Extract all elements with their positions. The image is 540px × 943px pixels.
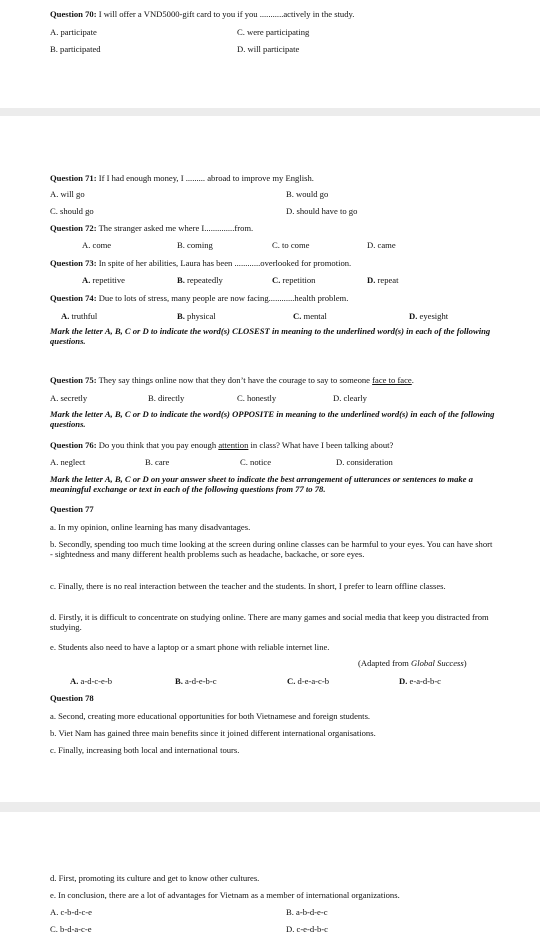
option-text: e-a-d-b-c bbox=[409, 676, 441, 686]
source-note bbox=[358, 658, 467, 668]
question-end: . bbox=[411, 375, 414, 385]
option-letter: A. bbox=[82, 275, 91, 285]
instruction-opposite: Mark the letter A, B, C or D to indicate the word(s) OPPOSITE in meaning to the underlined word(s) in each of the following questions. bbox=[50, 409, 495, 429]
source-book: Global Success bbox=[411, 658, 464, 668]
option-text: repeat bbox=[377, 275, 399, 285]
option-a bbox=[61, 311, 97, 321]
sentence-c: c. Finally, increasing both local and international tours. bbox=[50, 745, 240, 755]
sentence-a: a. In my opinion, online learning has many disadvantages. bbox=[50, 522, 251, 532]
question-text: They say things online now that they don’t have the courage to say to someone bbox=[98, 375, 370, 385]
underlined-phrase: face to face bbox=[372, 375, 412, 385]
option-c: C. honestly bbox=[237, 393, 277, 403]
option-b bbox=[177, 275, 223, 285]
option-b: B. a-b-d-e-c bbox=[286, 907, 328, 917]
question-text: If I had enough money, I ......... abroad to improve my English. bbox=[98, 173, 314, 183]
option-b: B. would go bbox=[286, 189, 329, 199]
option-letter: A. bbox=[70, 676, 79, 686]
question-text: I will offer a VND5000-gift card to you if you ...........actively in the study. bbox=[98, 9, 355, 19]
option-letter: B. bbox=[177, 311, 185, 321]
option-text: mental bbox=[303, 311, 327, 321]
option-d: D. will participate bbox=[237, 44, 300, 54]
question-label: Question 74: bbox=[50, 293, 97, 303]
option-text: eyesight bbox=[419, 311, 449, 321]
option-letter: C. bbox=[293, 311, 302, 321]
option-c: C. were participating bbox=[237, 27, 310, 37]
question-73 bbox=[50, 258, 351, 268]
sentence-b: b. Secondly, spending too much time looking at the screen during online classes can be harmful to your eyes. You can have short - sightedness and many different health problems such as headache, backache, or sore eyes. bbox=[50, 539, 493, 559]
option-c bbox=[293, 311, 327, 321]
question-text: Due to lots of stress, many people are now facing............health problem. bbox=[98, 293, 349, 303]
option-d: D. consideration bbox=[336, 457, 393, 467]
question-71 bbox=[50, 173, 314, 183]
question-label: Question 77 bbox=[50, 504, 94, 514]
instruction-arrange: Mark the letter A, B, C or D on your answer sheet to indicate the best arrangement of utterances or sentences to make a meaningful exchange or text in each of the following questions from 77 to 78. bbox=[50, 474, 473, 494]
option-d: D. c-e-d-b-c bbox=[286, 924, 328, 934]
option-letter: B. bbox=[175, 676, 183, 686]
option-letter: A. bbox=[61, 311, 70, 321]
question-76 bbox=[50, 440, 393, 450]
option-d bbox=[399, 676, 441, 686]
option-text: d-e-a-c-b bbox=[297, 676, 329, 686]
question-74 bbox=[50, 293, 348, 303]
option-letter: B. bbox=[177, 275, 185, 285]
option-text: repetition bbox=[282, 275, 316, 285]
underlined-word: attention bbox=[218, 440, 249, 450]
question-text: In spite of her abilities, Laura has been ............overlooked for promotion. bbox=[98, 258, 352, 268]
sentence-d: d. Firstly, it is difficult to concentrate on studying online. There are many games and social media that keep you distracted from studying. bbox=[50, 612, 489, 632]
question-label: Question 76: bbox=[50, 440, 97, 450]
sentence-e: e. In conclusion, there are a lot of advantages for Vietnam as a member of international organizations. bbox=[50, 890, 400, 900]
option-a bbox=[70, 676, 112, 686]
option-c: C. b-d-a-c-e bbox=[50, 924, 92, 934]
option-c: C. notice bbox=[240, 457, 272, 467]
source-suffix: ) bbox=[463, 658, 467, 668]
page-3 bbox=[0, 812, 540, 943]
instruction-closest: Mark the letter A, B, C or D to indicate the word(s) CLOSEST in meaning to the underlined word(s) in each of the following questions. bbox=[50, 326, 491, 346]
question-text-after: in class? What have I been talking about? bbox=[250, 440, 394, 450]
question-72 bbox=[50, 223, 253, 233]
option-letter: D. bbox=[409, 311, 418, 321]
option-letter: D. bbox=[367, 275, 376, 285]
source-prefix: (Adapted from bbox=[358, 658, 409, 668]
question-label: Question 72: bbox=[50, 223, 97, 233]
question-77 bbox=[50, 504, 94, 514]
option-c bbox=[272, 275, 315, 285]
question-78 bbox=[50, 693, 94, 703]
option-d: D. came bbox=[367, 240, 396, 250]
question-75 bbox=[50, 375, 414, 385]
question-text: Do you think that you pay enough bbox=[98, 440, 217, 450]
option-d: D. should have to go bbox=[286, 206, 358, 216]
sentence-c: c. Finally, there is no real interaction between the teacher and the students. In short, I prefer to learn offline classes. bbox=[50, 581, 446, 591]
option-c: C. to come bbox=[272, 240, 310, 250]
option-d: D. clearly bbox=[333, 393, 367, 403]
page-2 bbox=[0, 116, 540, 802]
page-1 bbox=[0, 0, 540, 108]
option-a: A. secretly bbox=[50, 393, 88, 403]
option-text: repeatedly bbox=[187, 275, 223, 285]
option-text: a-d-e-b-c bbox=[185, 676, 217, 686]
sentence-e: e. Students also need to have a laptop or a smart phone with reliable internet line. bbox=[50, 642, 330, 652]
option-a: A. participate bbox=[50, 27, 97, 37]
sentence-a: a. Second, creating more educational opportunities for both Vietnamese and foreign students. bbox=[50, 711, 371, 721]
option-text: truthful bbox=[71, 311, 98, 321]
question-label: Question 71: bbox=[50, 173, 97, 183]
sentence-d: d. First, promoting its culture and get to know other cultures. bbox=[50, 873, 260, 883]
option-a: A. come bbox=[82, 240, 112, 250]
option-letter: C. bbox=[287, 676, 296, 686]
question-text: The stranger asked me where I..............from. bbox=[98, 223, 254, 233]
sentence-b: b. Viet Nam has gained three main benefits since it joined different international organisations. bbox=[50, 728, 376, 738]
question-label: Question 75: bbox=[50, 375, 97, 385]
option-b bbox=[175, 676, 217, 686]
option-b bbox=[177, 311, 216, 321]
option-b: B. directly bbox=[148, 393, 185, 403]
option-a: A. will go bbox=[50, 189, 85, 199]
question-label: Question 70: bbox=[50, 9, 97, 19]
option-a bbox=[82, 275, 125, 285]
option-a: A. c-b-d-c-e bbox=[50, 907, 92, 917]
option-text: repetitive bbox=[92, 275, 125, 285]
question-label: Question 73: bbox=[50, 258, 97, 268]
option-c bbox=[287, 676, 329, 686]
question-70 bbox=[50, 9, 354, 19]
question-label: Question 78 bbox=[50, 693, 94, 703]
option-d bbox=[409, 311, 448, 321]
option-text: physical bbox=[187, 311, 216, 321]
option-c: C. should go bbox=[50, 206, 94, 216]
option-letter: C. bbox=[272, 275, 281, 285]
option-text: a-d-c-e-b bbox=[80, 676, 112, 686]
option-b: B. coming bbox=[177, 240, 213, 250]
option-b: B. care bbox=[145, 457, 170, 467]
option-d bbox=[367, 275, 399, 285]
option-b: B. participated bbox=[50, 44, 101, 54]
option-a: A. neglect bbox=[50, 457, 86, 467]
option-letter: D. bbox=[399, 676, 408, 686]
